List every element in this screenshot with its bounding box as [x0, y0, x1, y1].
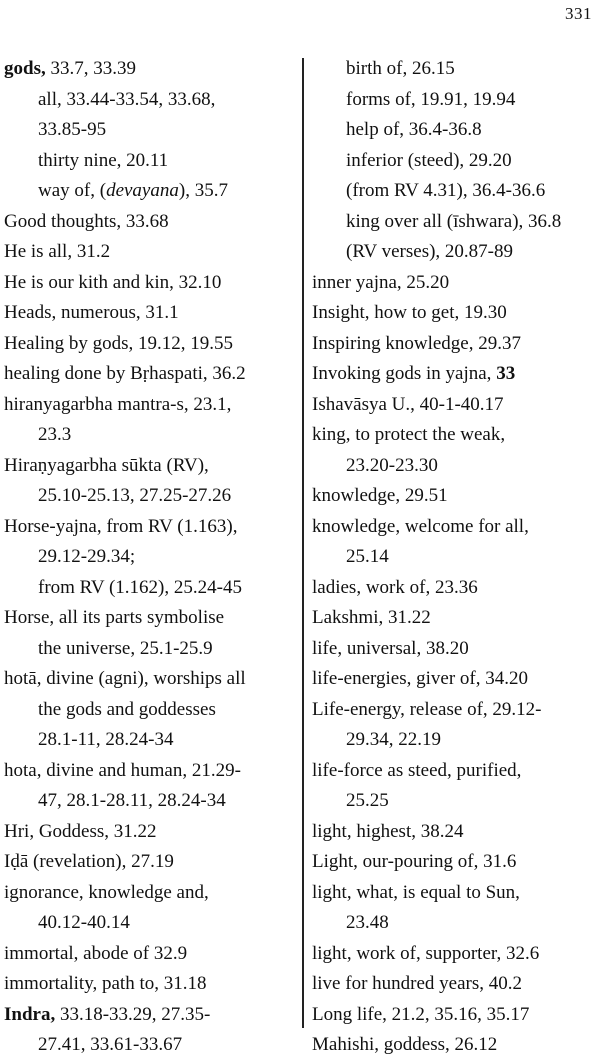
index-text: ), 35.7	[178, 180, 228, 201]
index-entry-line	[4, 54, 296, 85]
index-column-right	[312, 54, 598, 1061]
index-entry-line	[4, 268, 296, 299]
index-entry-line	[4, 603, 296, 634]
index-subentry-line	[312, 115, 598, 146]
index-entry-line	[312, 817, 598, 848]
index-text: 33.18-33.29, 27.35-	[55, 1003, 211, 1025]
index-entry-line	[4, 939, 296, 970]
index-text: Inspiring knowledge, 29.37	[312, 332, 521, 354]
index-text: healing done by Bṛhaspati, 36.2	[4, 363, 246, 384]
index-text: king, to protect the weak,	[312, 424, 506, 445]
index-text: all, 33.44-33.54, 33.68,	[38, 88, 216, 110]
index-subentry-line	[312, 54, 598, 85]
index-text: 27.41, 33.61-33.67	[38, 1034, 183, 1055]
index-text: 29.12-29.34;	[38, 546, 136, 567]
index-text: hiranyagarbha mantra-s, 23.1,	[4, 393, 232, 415]
index-entry-line	[312, 1030, 598, 1061]
index-subentry-line	[312, 786, 598, 817]
index-text: Indra,	[4, 1003, 56, 1025]
index-entry-line	[4, 451, 296, 482]
index-subentry-line	[4, 115, 296, 146]
index-text: birth of, 26.15	[346, 58, 455, 79]
index-text: hota, divine and human, 21.29-	[4, 759, 241, 781]
index-text: forms of, 19.91, 19.94	[346, 88, 516, 110]
index-subentry-line	[4, 725, 296, 756]
index-text: from RV (1.162), 25.24-45	[38, 576, 242, 598]
index-entry-line	[4, 1000, 296, 1031]
index-text: (RV verses), 20.87-89	[346, 241, 513, 262]
index-text: gods,	[4, 58, 46, 79]
index-entry-line	[4, 390, 296, 421]
index-subentry-line	[4, 786, 296, 817]
index-entry-line	[312, 390, 598, 421]
index-entry-line	[4, 359, 296, 390]
index-text: light, work of, supporter, 32.6	[312, 942, 540, 964]
index-text: Hiraṇyagarbha sūkta (RV),	[4, 454, 209, 476]
index-text: 25.14	[346, 546, 389, 567]
index-text: Mahishi, goddess, 26.12	[312, 1034, 498, 1055]
index-entry-line	[312, 298, 598, 329]
index-text: light, highest, 38.24	[312, 820, 464, 842]
index-text: Hri, Goddess, 31.22	[4, 820, 157, 842]
index-subentry-line	[4, 176, 296, 207]
index-text: Ishavāsya U., 40-1-40.17	[312, 393, 504, 415]
index-subentry-line	[4, 481, 296, 512]
index-subentry-line	[4, 542, 296, 573]
index-text: 40.12-40.14	[38, 912, 130, 933]
index-text: live for hundred years, 40.2	[312, 973, 522, 994]
index-entry-line	[4, 298, 296, 329]
index-text: knowledge, 29.51	[312, 485, 448, 506]
index-entry-line	[312, 695, 598, 726]
index-text: way of, (	[38, 180, 107, 201]
index-entry-line	[312, 359, 598, 390]
index-text: hotā, divine (agni), worships all	[4, 668, 246, 689]
index-text: immortality, path to, 31.18	[4, 973, 207, 994]
index-text: 25.25	[346, 790, 389, 811]
index-text: He is all, 31.2	[4, 241, 111, 262]
index-subentry-line	[312, 542, 598, 573]
index-text: life-energies, giver of, 34.20	[312, 668, 528, 689]
index-text: ignorance, knowledge and,	[4, 881, 209, 903]
index-text: Insight, how to get, 19.30	[312, 302, 507, 323]
index-entry-line	[4, 664, 296, 695]
index-text: Lakshmi, 31.22	[312, 607, 431, 628]
index-text: the gods and goddesses	[38, 698, 216, 720]
index-text: king over all (īshwara), 36.8	[346, 210, 562, 232]
index-entry-line	[312, 939, 598, 970]
index-entry-line	[4, 207, 296, 238]
index-text: 28.1-11, 28.24-34	[38, 729, 174, 750]
index-text: Light, our-pouring of, 31.6	[312, 851, 517, 872]
index-text: Good thoughts, 33.68	[4, 210, 169, 232]
index-text: Iḍā (revelation), 27.19	[4, 851, 174, 872]
index-entry-line	[4, 329, 296, 360]
index-text: the universe, 25.1-25.9	[38, 637, 213, 659]
index-text: inferior (steed), 29.20	[346, 149, 512, 171]
index-entry-line	[4, 969, 296, 1000]
index-subentry-line	[312, 725, 598, 756]
index-entry-line	[4, 237, 296, 268]
index-subentry-line	[312, 176, 598, 207]
index-entry-line	[312, 1000, 598, 1031]
index-text: 23.3	[38, 424, 72, 445]
index-text: 33	[496, 363, 516, 384]
index-text: (from RV 4.31), 36.4-36.6	[346, 180, 546, 201]
index-text: Long life, 21.2, 35.16, 35.17	[312, 1003, 530, 1025]
index-subentry-line	[312, 85, 598, 116]
index-entry-line	[312, 756, 598, 787]
index-subentry-line	[4, 420, 296, 451]
index-subentry-line	[4, 908, 296, 939]
index-text: He is our kith and kin, 32.10	[4, 271, 222, 293]
page-number: 331	[565, 4, 592, 23]
index-subentry-line	[4, 695, 296, 726]
index-entry-line	[312, 573, 598, 604]
index-text: Heads, numerous, 31.1	[4, 302, 179, 323]
index-text: 25.10-25.13, 27.25-27.26	[38, 485, 232, 506]
index-column-left	[4, 54, 296, 1061]
index-text: 23.20-23.30	[346, 454, 438, 476]
index-subentry-line	[312, 207, 598, 238]
index-subentry-line	[4, 573, 296, 604]
index-text: ladies, work of, 23.36	[312, 576, 478, 598]
index-text: Healing by gods, 19.12, 19.55	[4, 332, 234, 354]
index-text: immortal, abode of 32.9	[4, 942, 188, 964]
column-divider	[302, 58, 304, 1028]
index-entry-line	[312, 420, 598, 451]
index-entry-line	[312, 969, 598, 1000]
index-subentry-line	[4, 634, 296, 665]
index-text: thirty nine, 20.11	[38, 149, 169, 171]
index-text: 33.85-95	[38, 119, 107, 140]
index-subentry-line	[312, 146, 598, 177]
index-entry-line	[4, 756, 296, 787]
index-entry-line	[4, 512, 296, 543]
index-entry-line	[4, 878, 296, 909]
index-entry-line	[312, 878, 598, 909]
index-entry-line	[312, 634, 598, 665]
index-text: inner yajna, 25.20	[312, 271, 450, 293]
index-text: Horse, all its parts symbolise	[4, 607, 225, 628]
index-subentry-line	[312, 908, 598, 939]
index-text: devayana	[106, 180, 179, 201]
index-text: 23.48	[346, 912, 389, 933]
index-text: 47, 28.1-28.11, 28.24-34	[38, 790, 226, 811]
index-text: Life-energy, release of, 29.12-	[312, 698, 542, 720]
index-text: light, what, is equal to Sun,	[312, 881, 520, 903]
index-entry-line	[4, 817, 296, 848]
index-text: knowledge, welcome for all,	[312, 515, 529, 537]
index-entry-line	[312, 847, 598, 878]
index-text: help of, 36.4-36.8	[346, 119, 482, 140]
index-text: Horse-yajna, from RV (1.163),	[4, 515, 238, 537]
index-text: life, universal, 38.20	[312, 637, 469, 659]
index-entry-line	[4, 847, 296, 878]
index-subentry-line	[4, 146, 296, 177]
index-subentry-line	[312, 237, 598, 268]
index-entry-line	[312, 603, 598, 634]
index-entry-line	[312, 512, 598, 543]
index-entry-line	[312, 268, 598, 299]
index-subentry-line	[312, 451, 598, 482]
index-text: Invoking gods in yajna,	[312, 363, 497, 384]
index-text: life-force as steed, purified,	[312, 759, 522, 781]
index-subentry-line	[4, 1030, 296, 1061]
index-text: 33.7, 33.39	[45, 58, 136, 79]
index-text: 29.34, 22.19	[346, 729, 441, 750]
index-entry-line	[312, 664, 598, 695]
index-entry-line	[312, 481, 598, 512]
index-subentry-line	[4, 85, 296, 116]
index-entry-line	[312, 329, 598, 360]
